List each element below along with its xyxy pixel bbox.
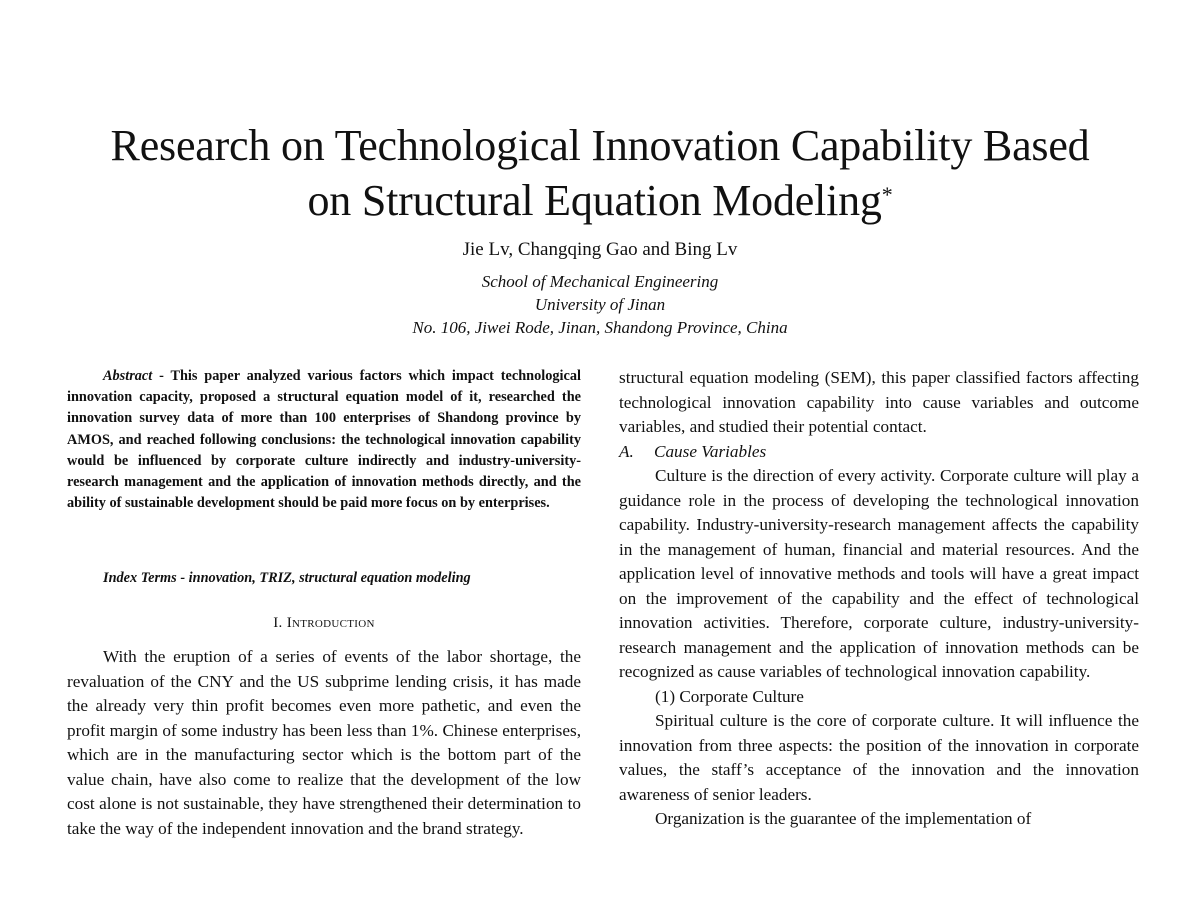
section-title: Introduction [286, 615, 375, 631]
affiliation-address: No. 106, Jiwei Rode, Jinan, Shandong Province, China [412, 318, 788, 337]
abstract-separator: - [152, 368, 171, 384]
introduction-paragraph: With the eruption of a series of events of the labor shortage, the revaluation of the CNY and the US subprime lending crisis, it has made the already very thin profit becomes even more pathetic, and even the profit margin of some industry has been less than 1%. Chinese enterprises, which are in the manufacturing sector which is the bottom part of the value chain, have also come to realize that the development of the low cost alone is not sustainable, they have strengthened their determination to take the way of the independent innovation and the brand strategy. [67, 647, 581, 838]
index-terms [67, 568, 581, 589]
left-column [67, 366, 581, 841]
subsection-heading-cause-variables [619, 440, 1139, 465]
subsection-label: A. [619, 441, 634, 461]
affiliation-university: University of Jinan [534, 295, 666, 314]
author-list: Jie Lv, Changqing Gao and Bing Lv [462, 239, 738, 260]
affiliation-department: School of Mechanical Engineering [481, 272, 719, 291]
title-line-2-text: on Structural Equation Modeling [307, 176, 882, 225]
abstract-label: Abstract [103, 368, 153, 384]
right-column [619, 366, 1139, 832]
subsection-title: Cause Variables [654, 441, 767, 461]
index-terms-text: innovation, TRIZ, structural equation modeling [188, 570, 471, 586]
title-line-1: Research on Technological Innovation Capability Based [110, 121, 1090, 170]
organization-paragraph: Organization is the guarantee of the implementation of [655, 809, 1032, 828]
spiritual-culture-paragraph: Spiritual culture is the core of corporate culture. It will influence the innovation from three aspects: the position of the innovation in corporate values, the staff’s acceptance of the innovation and the innovation awareness of senior leaders. [619, 711, 1139, 804]
abstract-text: This paper analyzed various factors which impact technological innovation capacity, proposed a structural equation model of it, researched the innovation survey data of more than 100 enterprises of Shandong province by AMOS, and reached following conclusions: the technological innovation capability would be influenced by corporate culture indirectly and industry-university-research management and the application of innovation methods directly, and the ability of sustainable development should be paid more focus on by enterprises. [67, 368, 581, 512]
title-footnote-mark: * [881, 182, 893, 207]
culture-paragraph: Culture is the direction of every activity. Corporate culture will play a guidance role in the process of developing the technological innovation capability. Industry-university-research management affects the capability in the management of human, financial and material resources. And the application level of innovative methods and tools will have a great impact on the improvement of the capability and the effect of technological innovation activities. Therefore, corporate culture, industry-university-research management and the application of innovation methods can be recognized as cause variables of technological innovation capability. [619, 466, 1139, 681]
continuation-paragraph: structural equation modeling (SEM), this paper classified factors affecting technological innovation capability into cause variables and outcome variables, and studied their potential contact. [619, 368, 1139, 436]
section-heading-introduction [67, 613, 581, 633]
paper-title [0, 118, 1200, 228]
index-terms-label: Index Terms [103, 570, 177, 586]
title-line-2 [0, 173, 1200, 228]
abstract [67, 366, 581, 556]
index-terms-separator: - [176, 570, 189, 586]
item-heading-corporate-culture: (1) Corporate Culture [655, 686, 804, 706]
section-number: I. [273, 615, 283, 631]
